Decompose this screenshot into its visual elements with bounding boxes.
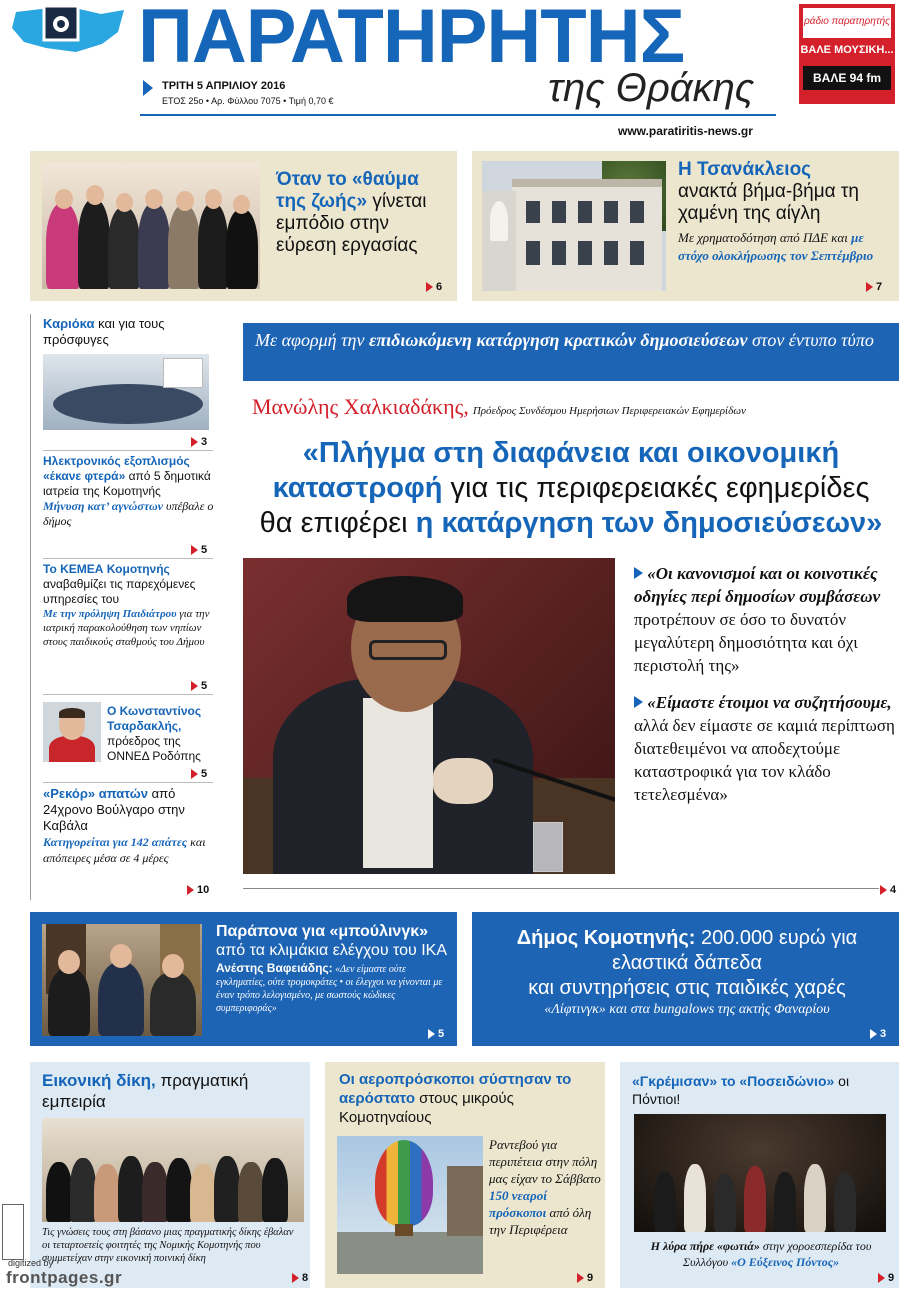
story-pontioi[interactable]: «Γκρέμισαν» το «Ποσειδώνιο» οι Πόντιοι! Η λύρα πήρε «φωτιά» στην χοροεσπερίδα του Συλλόγου «Ο Εύξεινος Πόντος» 9 <box>620 1062 899 1288</box>
building-photo <box>482 161 666 291</box>
page-ref-5d[interactable]: 5 <box>428 1028 444 1040</box>
sidebar-divider <box>43 558 213 559</box>
page-ref-3[interactable]: 3 <box>191 436 207 448</box>
balloon-photo <box>337 1136 483 1274</box>
arrow-icon <box>880 885 887 895</box>
story-eikoniki-diki[interactable]: Εικονική δίκη, πραγματική εμπειρία Τις γνώσεις τους στη βάσανο μιας πραγματικής δίκης έβαλαν οι τεταρτοετείς φοιτητές της Νομικής Κομοτηνής που συμμετείχαν στην εικονική ποινική δίκη 8 <box>30 1062 310 1288</box>
radio-frequency: ΒΑΛΕ 94 fm <box>803 66 891 90</box>
arrow-icon <box>878 1273 885 1283</box>
page-ref-10[interactable]: 10 <box>187 884 209 896</box>
masthead-subtitle: της Θράκης <box>548 66 755 110</box>
quote-2: «Είμαστε έτοιμοι να συζητήσουμε, αλλά δεν είμαστε σε καμιά περίπτωση διατεθειμένοι να αποδεχτούμε καταστροφικά για τον κλάδο τετελεσμένα» <box>634 693 895 804</box>
women-group-photo <box>42 163 260 289</box>
sidebar-item-tsardaklis[interactable]: Ο Κωνσταντίνος Τσαρδακλής, πρόεδρος της ΟΝΝΕΔ Ροδόπης <box>107 704 202 763</box>
page-ref-6[interactable]: 6 <box>426 281 442 293</box>
story-title-highlight: Παράπονα για «μπούλινγκ» <box>216 923 429 940</box>
sidebar-item-kariokas[interactable]: Καριόκα και για τους πρόσφυγες <box>43 316 165 347</box>
arrow-icon <box>191 769 198 779</box>
story-subtitle: Με χρηματοδότηση από ΠΔΕ και <box>678 230 848 245</box>
masthead-logo-icon <box>6 2 126 62</box>
main-banner: Με αφορμή την επιδιωκόμενη κατάργηση κρατικών δημοσιεύσεων στον έντυπο τύπο <box>243 323 899 381</box>
arrow-icon <box>866 282 873 292</box>
page-ref-7[interactable]: 7 <box>866 281 882 293</box>
sidebar-item-rekor-apaton[interactable]: «Ρεκόρ» απατών από 24χρονο Βούλγαρο στην Καβάλα Κατηγορείται για 142 απάτες και απόπειρες μέσα σε 4 μέρες <box>43 786 206 865</box>
page-ref-9b[interactable]: 9 <box>878 1272 894 1284</box>
quote-arrow-icon <box>634 696 643 708</box>
arrow-icon <box>577 1273 584 1283</box>
quote-1: «Οι κανονισμοί και οι κοινοτικές οδηγίες περί δημοσίων συμβάσεων προτρέπουν σε όσο το δυνατόν μεγαλύτερη δημοσιότητα και όχι περιστολή της» <box>634 564 881 675</box>
sidebar-divider <box>43 450 213 451</box>
page-ref-5c[interactable]: 5 <box>191 768 207 780</box>
page-ref-5a[interactable]: 5 <box>191 544 207 556</box>
epsa-badge-icon <box>2 1204 24 1260</box>
tsardaklis-photo <box>43 702 101 762</box>
sidebar <box>30 314 216 900</box>
story-aerostato[interactable]: Οι αεροπρόσκοποι σύστησαν το αερόστατο στους μικρούς Κομοτηναίους Ραντεβού για περιπέτεια στην πόλη μας είχαν το Σάββατο 150 νεαροί πρόσκοποι από όλη την Περιφέρεια 9 <box>325 1062 605 1288</box>
arrow-icon <box>191 545 198 555</box>
students-photo <box>42 1118 304 1222</box>
issue-date: ΤΡΙΤΗ 5 ΑΠΡΙΛΙΟΥ 2016 <box>162 80 286 92</box>
main-headline[interactable]: «Πλήγμα στη διαφάνεια και οικονομική καταστροφή για τις περιφερειακές εφημερίδες θα επιφέρει η κατάργηση των δημοσιεύσεων» <box>259 437 883 539</box>
sidebar-item-kemea[interactable]: Το ΚΕΜΕΑ Κομοτηνής αναβαθμίζει τις παρεχόμενες υπηρεσίες του Με την πρόληψη Παιδιάτρου για την ιατρική παρακολούθηση των νηπίων στους παιδικούς σταθμούς του Δήμου <box>43 562 210 648</box>
story-title-highlight: Όταν το «θαύμα της ζωής» <box>276 169 419 212</box>
page-ref-4[interactable]: 4 <box>880 884 896 896</box>
main-story-rule <box>243 888 879 889</box>
dance-photo <box>634 1114 886 1232</box>
masthead-title: ΠΑΡΑΤΗΡΗΤΗΣ <box>138 0 685 79</box>
story-bullying-ika[interactable]: Παράπονα για «μπούλινγκ» από τα κλιμάκια ελέγχου του ΙΚΑ Ανέστης Βαφειάδης: «Δεν είμαστε ούτε εγκληματίες, ούτε τρομοκράτες • οι έλεγχοι να γίνονται με έναν τρόπο λελογισμένο, με σωστούς κώδικες συμπεριφοράς» 5 <box>30 912 457 1046</box>
person-name: Μανώλης Χαλκιαδάκης, <box>252 394 469 419</box>
sidebar-item-ilektronikos[interactable]: Ηλεκτρονικός εξοπλισμός «έκανε φτερά» από 5 δημοτικά ιατρεία της Κομοτηνής Μήνυση κατ’ αγνώστων υπέβαλε ο δήμος <box>43 454 214 528</box>
page-ref-8[interactable]: 8 <box>292 1272 308 1284</box>
main-person <box>252 394 898 420</box>
person-role: Πρόεδρος Συνδέσμου Ημερήσιων Περιφερειακών Εφημερίδων <box>472 405 746 417</box>
story-subtitle-highlight: με στόχο ολοκλήρωσης τον Σεπτέμβριο <box>678 230 874 263</box>
story-subtitle: «Λίφτινγκ» και στα bungalows της ακτής Φαναρίου <box>544 1002 830 1017</box>
sidebar-divider <box>43 782 213 783</box>
frontpages-watermark[interactable]: frontpages.gr <box>6 1268 123 1287</box>
arrow-icon <box>191 437 198 447</box>
story-dimos-komotinis[interactable]: Δήμος Κομοτηνής: 200.000 ευρώ για ελαστικά δάπεδα και συντηρήσεις στις παιδικές χαρές «Λίφτινγκ» και στα bungalows της ακτής Φαναρίου 3 <box>472 912 899 1046</box>
story-thauma-zois[interactable] <box>30 151 457 301</box>
radio-ad[interactable] <box>797 2 897 106</box>
quote-arrow-icon <box>634 567 643 579</box>
chalkiadakis-photo <box>243 558 615 874</box>
issue-info: ΕΤΟΣ 25ο • Αρ. Φύλλου 7075 • Τιμή 0,70 € <box>162 96 334 106</box>
page-ref-3b[interactable]: 3 <box>870 1028 886 1040</box>
masthead-rule <box>140 114 776 116</box>
kariokas-photo <box>43 354 209 430</box>
arrow-icon <box>292 1273 299 1283</box>
arrow-icon <box>187 885 194 895</box>
arrow-icon <box>428 1029 435 1039</box>
sidebar-divider <box>43 694 213 695</box>
story-title-highlight: Η Τσανάκλειος <box>678 159 812 180</box>
website[interactable]: www.paratiritis-news.gr <box>618 124 753 138</box>
radio-logo: ράδιο παρατηρητής <box>803 8 891 38</box>
story-tsanakleios[interactable] <box>472 151 899 301</box>
arrow-icon <box>426 282 433 292</box>
story-title: γίνεται εμπόδιο στην εύρεση εργασίας <box>276 191 427 256</box>
page-ref-9a[interactable]: 9 <box>577 1272 593 1284</box>
date-arrow-icon <box>143 80 153 101</box>
story-caption: Τις γνώσεις τους στη βάσανο μιας πραγματικής δίκης έβαλαν οι τεταρτοετείς φοιτητές της Νομικής Κομοτηνής που συμμετείχαν στην εικονική ποινική δίκη <box>42 1227 294 1264</box>
page-ref-5b[interactable]: 5 <box>191 680 207 692</box>
three-men-photo <box>42 924 202 1036</box>
story-title: ανακτά βήμα-βήμα τη χαμένη της αίγλη <box>678 181 860 224</box>
arrow-icon <box>191 681 198 691</box>
main-quotes <box>634 562 898 806</box>
digitized-label: digitized by <box>8 1258 54 1268</box>
radio-slogan: ΒΑΛΕ ΜΟΥΣΙΚΗ... <box>800 44 894 56</box>
arrow-icon <box>870 1029 877 1039</box>
story-title: από τα κλιμάκια ελέγχου του ΙΚΑ <box>216 942 447 959</box>
